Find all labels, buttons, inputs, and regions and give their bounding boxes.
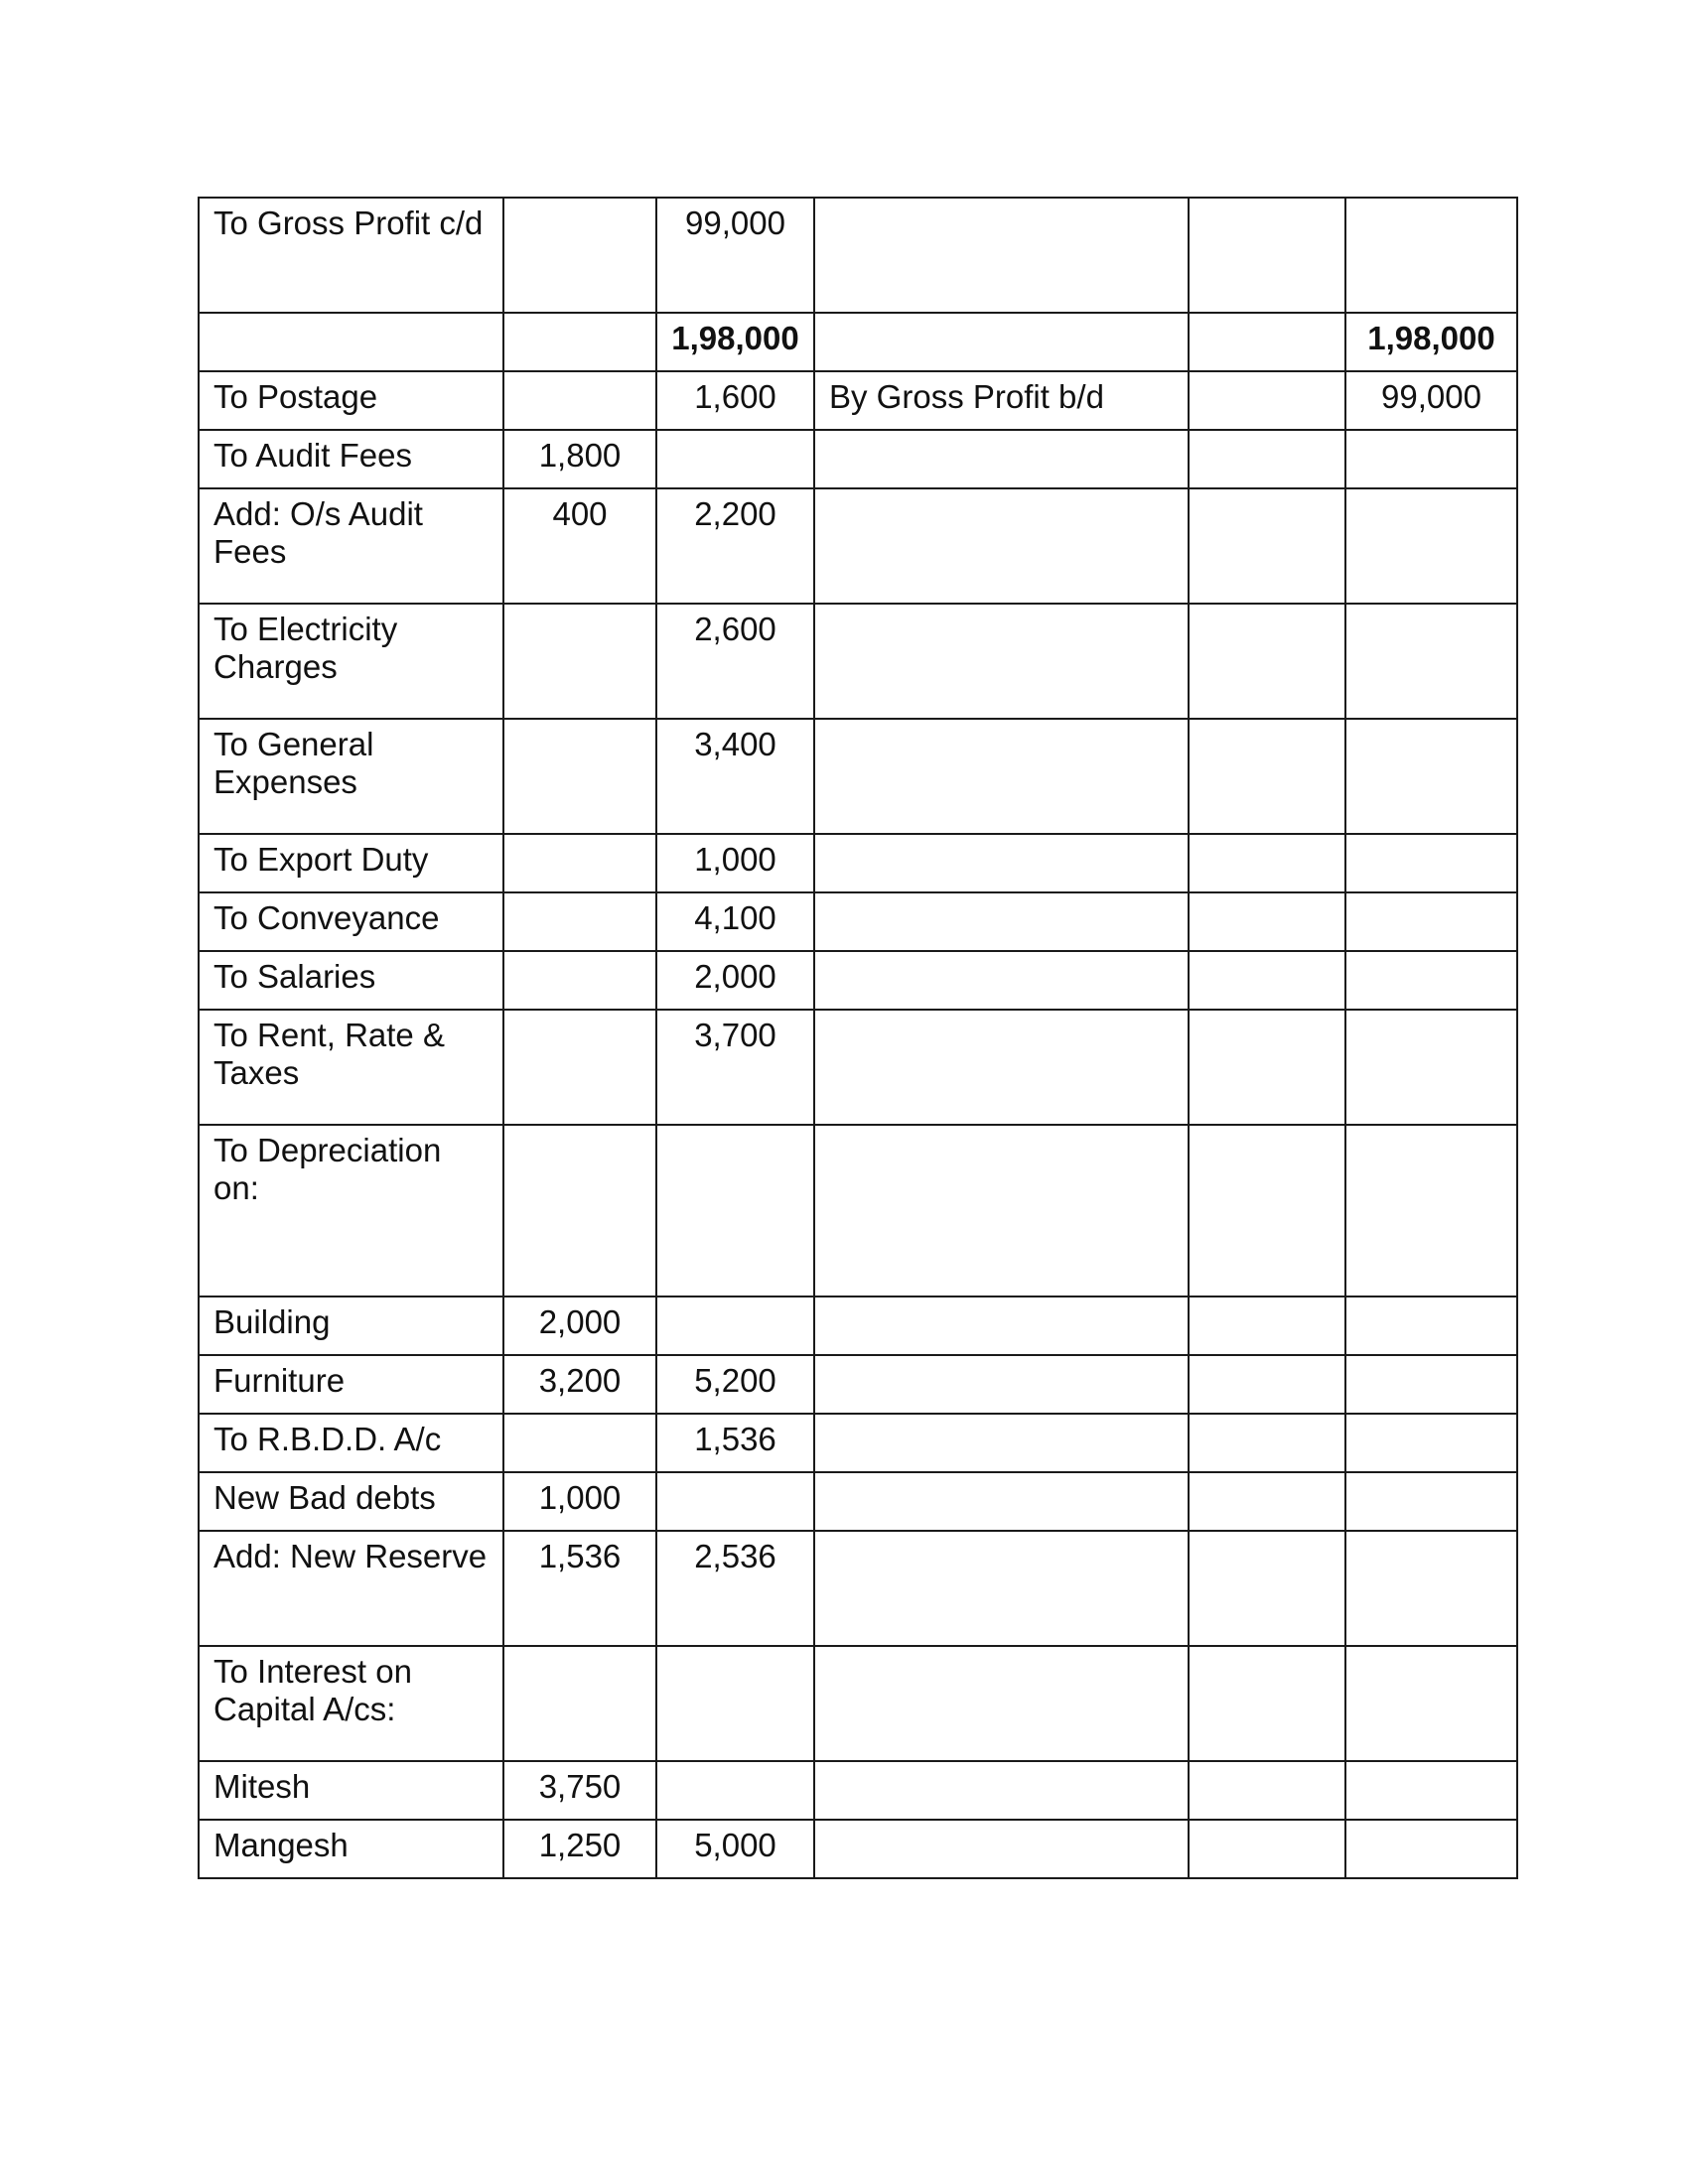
- debit-particulars-cell: To R.B.D.D. A/c: [199, 1414, 503, 1472]
- credit-amount-cell: [1345, 1472, 1517, 1531]
- debit-amount-cell: 5,000: [656, 1820, 814, 1878]
- debit-amount-cell: 2,600: [656, 604, 814, 719]
- credit-amount-cell: [1345, 1531, 1517, 1646]
- credit-sub-amount-cell: [1189, 1820, 1345, 1878]
- credit-particulars-cell: [814, 1297, 1189, 1355]
- ledger-row: [199, 604, 1517, 719]
- ledger-row: [199, 1297, 1517, 1355]
- credit-sub-amount-cell: [1189, 1646, 1345, 1761]
- debit-amount-cell: 1,000: [656, 834, 814, 892]
- credit-amount-cell: [1345, 1761, 1517, 1820]
- debit-sub-amount-cell: [503, 1414, 656, 1472]
- credit-sub-amount-cell: [1189, 371, 1345, 430]
- debit-amount-cell: [656, 1646, 814, 1761]
- debit-sub-amount-cell: 2,000: [503, 1297, 656, 1355]
- debit-particulars-cell: To Salaries: [199, 951, 503, 1010]
- credit-particulars-cell: [814, 892, 1189, 951]
- debit-sub-amount-cell: 3,200: [503, 1355, 656, 1414]
- debit-particulars-cell: To Gross Profit c/d: [199, 198, 503, 313]
- credit-particulars-cell: [814, 1472, 1189, 1531]
- credit-amount-cell: [1345, 1010, 1517, 1125]
- credit-particulars-cell: [814, 430, 1189, 488]
- debit-sub-amount-cell: [503, 1646, 656, 1761]
- debit-amount-cell: [656, 1472, 814, 1531]
- credit-particulars-cell: [814, 1531, 1189, 1646]
- ledger-row: [199, 1472, 1517, 1531]
- debit-sub-amount-cell: 1,000: [503, 1472, 656, 1531]
- credit-particulars-cell: [814, 198, 1189, 313]
- debit-sub-amount-cell: [503, 371, 656, 430]
- ledger-row: [199, 951, 1517, 1010]
- ledger-row: [199, 488, 1517, 604]
- credit-sub-amount-cell: [1189, 198, 1345, 313]
- debit-particulars-cell: [199, 313, 503, 371]
- credit-particulars-cell: [814, 313, 1189, 371]
- debit-amount-cell: 1,600: [656, 371, 814, 430]
- debit-particulars-cell: Furniture: [199, 1355, 503, 1414]
- credit-amount-cell: [1345, 1297, 1517, 1355]
- ledger-body: [199, 198, 1517, 1878]
- credit-amount-cell: [1345, 488, 1517, 604]
- debit-particulars-cell: To Export Duty: [199, 834, 503, 892]
- debit-sub-amount-cell: 1,250: [503, 1820, 656, 1878]
- credit-sub-amount-cell: [1189, 892, 1345, 951]
- credit-amount-cell: [1345, 834, 1517, 892]
- debit-amount-cell: 4,100: [656, 892, 814, 951]
- credit-sub-amount-cell: [1189, 488, 1345, 604]
- debit-sub-amount-cell: [503, 951, 656, 1010]
- credit-sub-amount-cell: [1189, 1297, 1345, 1355]
- debit-particulars-cell: To Postage: [199, 371, 503, 430]
- credit-sub-amount-cell: [1189, 1355, 1345, 1414]
- ledger-row: [199, 1010, 1517, 1125]
- credit-particulars-cell: [814, 1355, 1189, 1414]
- credit-sub-amount-cell: [1189, 430, 1345, 488]
- credit-amount-cell: [1345, 1355, 1517, 1414]
- debit-amount-cell: 2,000: [656, 951, 814, 1010]
- debit-amount-cell: 3,700: [656, 1010, 814, 1125]
- debit-amount-cell: [656, 1125, 814, 1297]
- credit-particulars-cell: [814, 1125, 1189, 1297]
- debit-sub-amount-cell: 1,800: [503, 430, 656, 488]
- credit-amount-cell: [1345, 1125, 1517, 1297]
- credit-particulars-cell: [814, 1010, 1189, 1125]
- credit-particulars-cell: [814, 1761, 1189, 1820]
- profit-and-loss-ledger-table: [198, 197, 1518, 1879]
- credit-sub-amount-cell: [1189, 834, 1345, 892]
- debit-amount-cell: 2,536: [656, 1531, 814, 1646]
- credit-sub-amount-cell: [1189, 604, 1345, 719]
- debit-sub-amount-cell: 1,536: [503, 1531, 656, 1646]
- credit-particulars-cell: [814, 719, 1189, 834]
- ledger-row: [199, 719, 1517, 834]
- debit-sub-amount-cell: 400: [503, 488, 656, 604]
- credit-particulars-cell: By Gross Profit b/d: [814, 371, 1189, 430]
- debit-amount-cell: 5,200: [656, 1355, 814, 1414]
- debit-sub-amount-cell: [503, 719, 656, 834]
- debit-amount-cell: 1,98,000: [656, 313, 814, 371]
- ledger-row: [199, 1125, 1517, 1297]
- debit-particulars-cell: Mangesh: [199, 1820, 503, 1878]
- credit-sub-amount-cell: [1189, 1125, 1345, 1297]
- credit-sub-amount-cell: [1189, 1472, 1345, 1531]
- credit-particulars-cell: [814, 834, 1189, 892]
- debit-amount-cell: [656, 1761, 814, 1820]
- ledger-row: [199, 1761, 1517, 1820]
- ledger-row: [199, 1355, 1517, 1414]
- credit-particulars-cell: [814, 1414, 1189, 1472]
- credit-sub-amount-cell: [1189, 1531, 1345, 1646]
- debit-amount-cell: [656, 430, 814, 488]
- debit-sub-amount-cell: [503, 892, 656, 951]
- debit-sub-amount-cell: [503, 1010, 656, 1125]
- debit-particulars-cell: Add: New Reserve: [199, 1531, 503, 1646]
- credit-amount-cell: 1,98,000: [1345, 313, 1517, 371]
- debit-particulars-cell: To Rent, Rate & Taxes: [199, 1010, 503, 1125]
- credit-amount-cell: [1345, 198, 1517, 313]
- debit-amount-cell: [656, 1297, 814, 1355]
- debit-sub-amount-cell: [503, 834, 656, 892]
- debit-amount-cell: 99,000: [656, 198, 814, 313]
- ledger-row: [199, 892, 1517, 951]
- ledger-row: [199, 1646, 1517, 1761]
- credit-particulars-cell: [814, 1646, 1189, 1761]
- credit-amount-cell: [1345, 430, 1517, 488]
- credit-sub-amount-cell: [1189, 951, 1345, 1010]
- credit-amount-cell: [1345, 951, 1517, 1010]
- debit-particulars-cell: New Bad debts: [199, 1472, 503, 1531]
- debit-particulars-cell: Building: [199, 1297, 503, 1355]
- debit-particulars-cell: To Electricity Charges: [199, 604, 503, 719]
- debit-particulars-cell: Add: O/s Audit Fees: [199, 488, 503, 604]
- debit-sub-amount-cell: 3,750: [503, 1761, 656, 1820]
- credit-amount-cell: [1345, 1414, 1517, 1472]
- debit-particulars-cell: To Interest on Capital A/cs:: [199, 1646, 503, 1761]
- ledger-row: [199, 834, 1517, 892]
- credit-amount-cell: [1345, 1820, 1517, 1878]
- debit-sub-amount-cell: [503, 1125, 656, 1297]
- debit-amount-cell: 3,400: [656, 719, 814, 834]
- credit-amount-cell: [1345, 1646, 1517, 1761]
- debit-particulars-cell: To Audit Fees: [199, 430, 503, 488]
- debit-amount-cell: 2,200: [656, 488, 814, 604]
- debit-sub-amount-cell: [503, 604, 656, 719]
- debit-particulars-cell: To Depreciation on:: [199, 1125, 503, 1297]
- credit-particulars-cell: [814, 488, 1189, 604]
- ledger-row: [199, 198, 1517, 313]
- debit-particulars-cell: To Conveyance: [199, 892, 503, 951]
- ledger-total-row: [199, 313, 1517, 371]
- ledger-row: [199, 1820, 1517, 1878]
- credit-amount-cell: [1345, 604, 1517, 719]
- credit-particulars-cell: [814, 604, 1189, 719]
- debit-sub-amount-cell: [503, 198, 656, 313]
- credit-particulars-cell: [814, 951, 1189, 1010]
- debit-amount-cell: 1,536: [656, 1414, 814, 1472]
- credit-sub-amount-cell: [1189, 1414, 1345, 1472]
- ledger-row: [199, 430, 1517, 488]
- ledger-row: [199, 1414, 1517, 1472]
- credit-amount-cell: [1345, 892, 1517, 951]
- ledger-row: [199, 1531, 1517, 1646]
- ledger-row: [199, 371, 1517, 430]
- credit-sub-amount-cell: [1189, 719, 1345, 834]
- credit-particulars-cell: [814, 1820, 1189, 1878]
- credit-sub-amount-cell: [1189, 1010, 1345, 1125]
- credit-sub-amount-cell: [1189, 1761, 1345, 1820]
- credit-amount-cell: 99,000: [1345, 371, 1517, 430]
- credit-sub-amount-cell: [1189, 313, 1345, 371]
- debit-particulars-cell: To General Expenses: [199, 719, 503, 834]
- debit-sub-amount-cell: [503, 313, 656, 371]
- debit-particulars-cell: Mitesh: [199, 1761, 503, 1820]
- credit-amount-cell: [1345, 719, 1517, 834]
